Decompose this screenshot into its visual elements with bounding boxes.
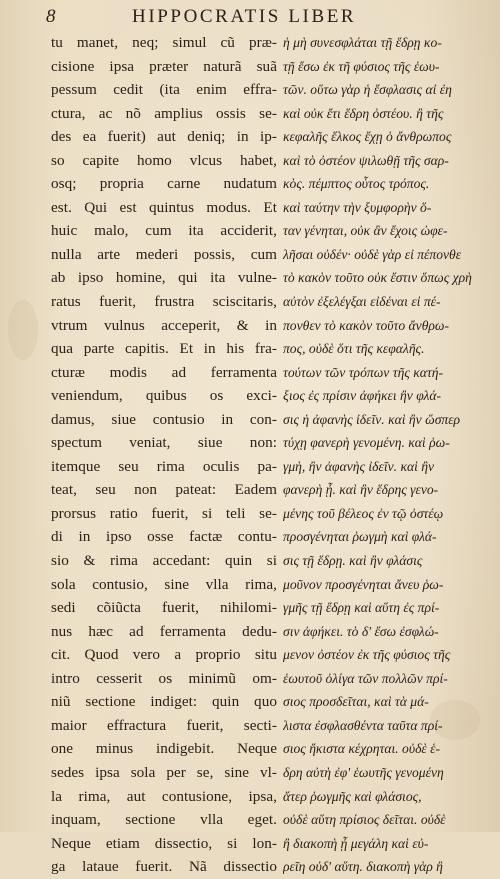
latin-text-line: Neque etiam dissectio, si lon- bbox=[51, 834, 277, 852]
latin-text-line: di in ipso osse factæ contu- bbox=[51, 528, 277, 546]
latin-text-line: prorsus ratio fuerit, si teli se- bbox=[51, 504, 277, 522]
latin-text-line: vtrum vulnus acceperit, & in bbox=[51, 316, 277, 334]
greek-text-line: γμὴ, ἢν ἀφανὴς ἰδεῖν. καὶ ἢν bbox=[283, 458, 435, 474]
greek-text-line: τύχῃ φανερὴ γενομένη. καὶ ῥω- bbox=[283, 435, 450, 451]
latin-text-line: nus hæc ad ferramenta dedu- bbox=[51, 622, 277, 640]
latin-text-line: cit. Quod vero a proprio situ bbox=[51, 646, 277, 664]
greek-text-line: τὸ κακὸν τοῦτο οὐκ ἔστιν ὅπως χρὴ bbox=[283, 270, 472, 286]
latin-text-line: one minus indigebit. Neque bbox=[51, 740, 277, 758]
latin-text-line: pessum cedit (ita enim effra- bbox=[51, 81, 277, 99]
greek-text-line: σιος ἥκιστα κέχρηται. οὐδὲ ἑ- bbox=[283, 741, 441, 757]
greek-text-line: προσγένηται ῥωγμὴ καὶ φλά- bbox=[283, 529, 437, 545]
latin-text-line: la rima, aut contusione, ipsa, bbox=[51, 787, 277, 805]
latin-text-line: so capite homo vlcus habet, bbox=[51, 151, 277, 169]
greek-text-line: λιστα ἐσφλασθέντα ταῦτα πρί- bbox=[283, 717, 443, 733]
page-number: 8 bbox=[46, 6, 56, 27]
greek-text-line: μενον ὀστέον ἐκ τῆς φύσιος τῆς bbox=[283, 647, 451, 663]
greek-text-line: πονθεν τὸ κακὸν τοῦτο ἄνθρω- bbox=[283, 317, 450, 333]
greek-text-line: ταν γένηται, οὐκ ἂν ἔχοις ὠφε- bbox=[283, 223, 448, 239]
greek-text-line: ξιος ἐς πρίσιν ἀφήκει ἢν φλά- bbox=[283, 388, 442, 404]
running-head-title: HIPPOCRATIS LIBER bbox=[132, 6, 357, 27]
latin-text-line: ga lataue fuerit. Nã dissectio bbox=[51, 858, 277, 876]
latin-text-line: sedes ipsa sola per se, sine vl- bbox=[51, 763, 277, 781]
greek-text-line: καὶ ταύτην τὴν ξυμφορὴν ὅ- bbox=[283, 199, 432, 215]
greek-text-line: δρη αὐτὴ ἐφ' ἑωυτῆς γενομένη bbox=[283, 764, 444, 780]
greek-text-line: φανερὴ ᾖ. καὶ ἢν ἕδρης γενο- bbox=[283, 482, 439, 498]
latin-text-line: itemque seu rima oculis pa- bbox=[51, 457, 277, 475]
paper-stain bbox=[8, 300, 38, 360]
latin-text-line: cisione ipsa præter naturã suã bbox=[51, 57, 277, 75]
greek-text-line: σιος προσδεῖται, καὶ τὰ μά- bbox=[283, 694, 429, 710]
latin-text-line: ctura, ac nõ amplius ossis se- bbox=[51, 104, 277, 122]
greek-text-line: σις ἡ ἀφανὴς ἰδεῖν. καὶ ἢν ὥσπερ bbox=[283, 411, 461, 427]
latin-text-line: sedi cõiũcta fuerit, nihilomi- bbox=[51, 599, 277, 617]
greek-text-line: καὶ τὸ ὀστέον ψιλωθῇ τῆς σαρ- bbox=[283, 152, 449, 168]
greek-text-line: κὸς. πέμπτος οὗτος τρόπος. bbox=[283, 176, 430, 192]
latin-text-line: sio & rima accedant: quin si bbox=[51, 552, 277, 570]
greek-text-line: τούτων τῶν τρόπων τῆς κατή- bbox=[283, 364, 444, 380]
latin-text-line: damus, siue contusio in con- bbox=[51, 410, 277, 428]
greek-text-line: οὐδὲ αὕτη πρίσιος δεῖται. οὐδὲ bbox=[283, 812, 446, 828]
latin-text-line: maior effractura fuerit, secti- bbox=[51, 716, 277, 734]
latin-text-line: est. Qui est quintus modus. Et bbox=[51, 198, 277, 216]
greek-text-line: τῇ ἔσω ἐκ τῆ φύσιος τῆς ἑωυ- bbox=[283, 58, 440, 74]
greek-text-line: ρεῖη οὐδ' αὕτη. διακοπὴ γὰρ ἢ bbox=[283, 859, 443, 875]
greek-text-line: σιν ἀφήκει. τὸ δ' ἔσω ἐσφλώ- bbox=[283, 623, 439, 639]
greek-text-column bbox=[283, 31, 473, 875]
latin-text-line: inquam, sectione vlla eget. bbox=[51, 811, 277, 829]
greek-text-line: ἡ μὴ συνεσφλάται τῇ ἕδρῃ κο- bbox=[283, 35, 442, 50]
latin-text-line: niũ sectione indiget: quin quo bbox=[51, 693, 277, 711]
greek-text-line: μοῦνον προσγένηται ἄνευ ῥω- bbox=[283, 576, 444, 592]
running-head bbox=[46, 6, 466, 32]
greek-text-line: κεφαλῆς ἕλκος ἔχῃ ὁ ἄνθρωπος bbox=[283, 129, 452, 145]
latin-text-line: nulla arte mederi possis, cum bbox=[51, 245, 277, 263]
latin-text-line: tu manet, neq; simul cũ præ- bbox=[51, 34, 277, 51]
latin-text-line: spectum veniat, siue non: bbox=[51, 434, 277, 452]
greek-text-line: καὶ οὐκ ἔτι ἕδρη ὀστέου. ἢ τῆς bbox=[283, 105, 444, 121]
greek-text-line: ἑωυτοῦ ὀλίγα τῶν πολλῶν πρί- bbox=[283, 670, 448, 686]
greek-text-line: αὐτὸν ἐξελέγξαι εἰδέναι εἰ πέ- bbox=[283, 294, 441, 310]
latin-text-line: intro cesserit os minimũ om- bbox=[51, 669, 277, 687]
latin-text-line: veniendum, quibus os exci- bbox=[51, 387, 277, 405]
latin-text-line: huic malo, cum ita acciderit, bbox=[51, 222, 277, 240]
latin-text-line: cturæ modis ad ferramenta bbox=[51, 363, 277, 381]
greek-text-line: λῆσαι οὐδέν· οὐδὲ γὰρ εἰ πέπονθε bbox=[283, 246, 462, 262]
latin-text-line: des ea fuerit) aut deniq; in ip- bbox=[51, 128, 277, 146]
latin-text-line: teat, seu non pateat: Eadem bbox=[51, 481, 277, 499]
latin-text-line: ab ipso homine, qui ita vulne- bbox=[51, 269, 277, 287]
latin-text-line: sola contusio, sine vlla rima, bbox=[51, 575, 277, 593]
latin-text-line: ratus fuerit, frustra sciscitaris, bbox=[51, 293, 277, 311]
greek-text-line: σις τῇ ἕδρῃ. καὶ ἢν φλάσις bbox=[283, 553, 423, 569]
greek-text-line: γμῆς τῇ ἕδρῃ καὶ αὕτη ἐς πρί- bbox=[283, 600, 440, 616]
latin-text-line: qua parte capitis. Et in his fra- bbox=[51, 340, 277, 358]
greek-text-line: πος, οὐδὲ ὅτι τῆς κεφαλῆς. bbox=[283, 341, 425, 357]
greek-text-line: μένης τοῦ βέλεος ἐν τῷ ὀστέῳ bbox=[283, 505, 444, 521]
greek-text-line: ἢ διακοπὴ ᾖ μεγάλη καὶ εὐ- bbox=[283, 835, 429, 851]
greek-text-line: ἄτερ ῥωγμῆς καὶ φλάσιος, bbox=[283, 788, 422, 804]
greek-text-line: τῶν. οὕτω γὰρ ἡ ἔσφλασις αἰ ἐη bbox=[283, 82, 452, 98]
latin-text-column bbox=[51, 31, 277, 876]
latin-text-line: osq; propria carne nudatum bbox=[51, 175, 277, 193]
